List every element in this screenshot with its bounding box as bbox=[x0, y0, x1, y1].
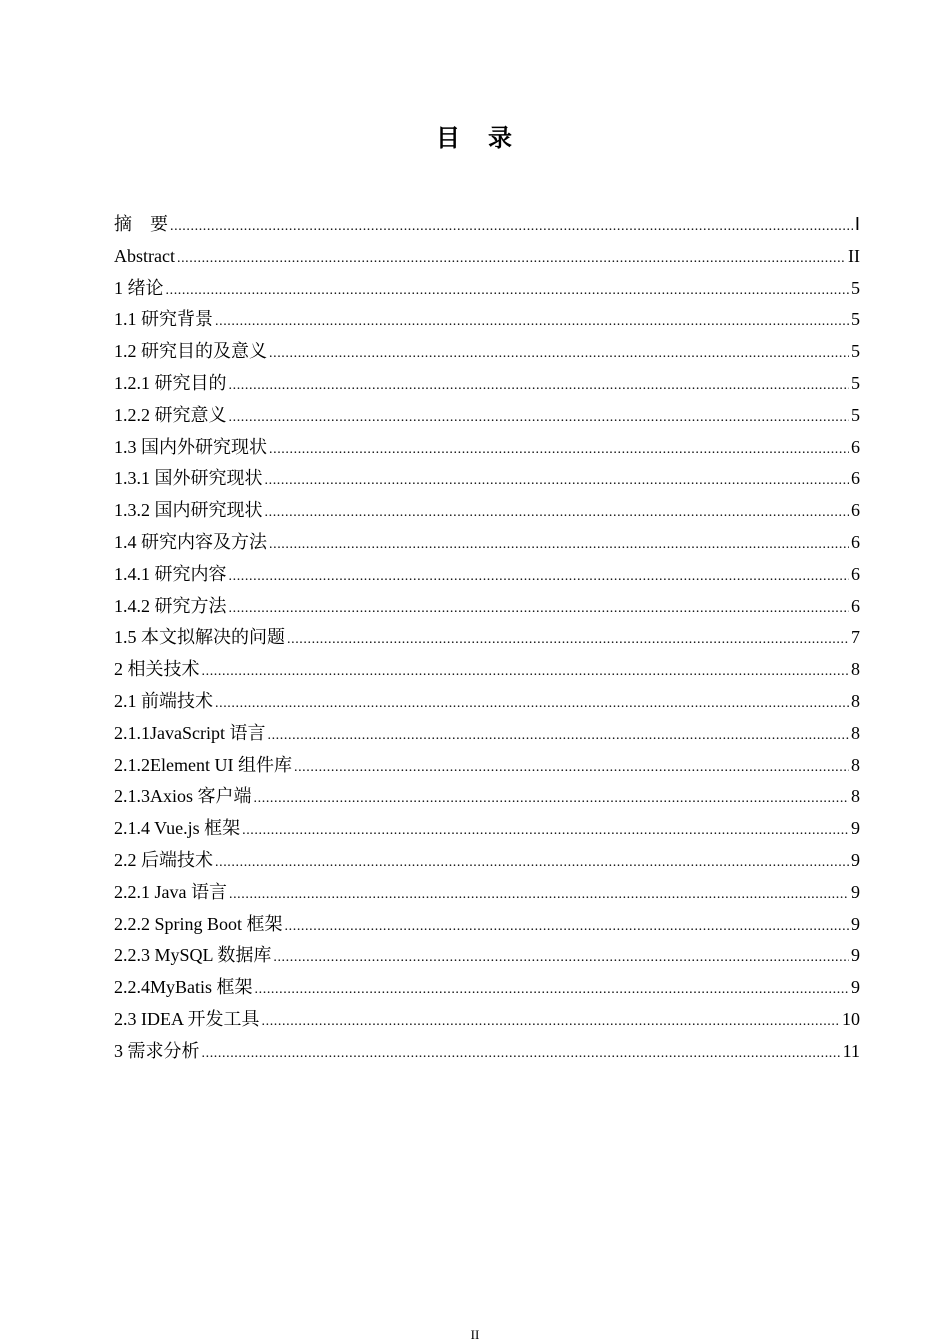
toc-entry[interactable] bbox=[114, 336, 860, 368]
toc-entry-page: 9 bbox=[851, 945, 860, 966]
dot-leader bbox=[265, 465, 850, 495]
toc-entry-page: 8 bbox=[851, 722, 860, 743]
toc-entry[interactable] bbox=[114, 304, 860, 336]
toc-entry[interactable] bbox=[114, 813, 860, 845]
dot-leader bbox=[265, 497, 850, 527]
toc-entry-label: 2.2.1 Java 语言 bbox=[114, 881, 227, 902]
page-number: II bbox=[470, 1327, 480, 1342]
toc-entry-label: 1.1 研究背景 bbox=[114, 309, 213, 330]
toc-entry[interactable] bbox=[114, 622, 860, 654]
toc-entry-page: 9 bbox=[851, 818, 860, 839]
toc-entry[interactable] bbox=[114, 686, 860, 718]
toc-entry-page: 9 bbox=[851, 913, 860, 934]
toc-entry-label: 2.1.1JavaScript 语言 bbox=[114, 722, 266, 743]
toc-entry[interactable] bbox=[114, 368, 860, 400]
toc-entry[interactable] bbox=[114, 209, 860, 241]
toc-entry-page: I bbox=[854, 214, 860, 235]
dot-leader bbox=[229, 561, 850, 591]
toc-entry-page: 9 bbox=[851, 977, 860, 998]
toc-entry[interactable] bbox=[114, 654, 860, 686]
toc-entry-page: 5 bbox=[851, 404, 860, 425]
dot-leader bbox=[229, 370, 850, 400]
toc-entry-label: 1.4.2 研究方法 bbox=[114, 595, 227, 616]
dot-leader bbox=[262, 1006, 841, 1036]
toc-entry-page: 6 bbox=[851, 595, 860, 616]
dot-leader bbox=[202, 1038, 841, 1068]
table-of-contents bbox=[114, 209, 860, 1068]
toc-entry[interactable] bbox=[114, 432, 860, 464]
toc-entry-page: 5 bbox=[851, 341, 860, 362]
toc-entry-page: 6 bbox=[851, 436, 860, 457]
dot-leader bbox=[166, 275, 850, 305]
toc-entry-label: 1.2.1 研究目的 bbox=[114, 372, 227, 393]
toc-entry[interactable] bbox=[114, 718, 860, 750]
toc-entry[interactable] bbox=[114, 273, 860, 305]
toc-entry-page: 6 bbox=[851, 500, 860, 521]
dot-leader bbox=[215, 688, 849, 718]
toc-entry-label: 1.4.1 研究内容 bbox=[114, 563, 227, 584]
toc-entry-page: II bbox=[848, 245, 860, 266]
toc-entry-page: 6 bbox=[851, 563, 860, 584]
toc-entry-label: 1.5 本文拟解决的问题 bbox=[114, 627, 285, 648]
toc-entry[interactable] bbox=[114, 527, 860, 559]
dot-leader bbox=[294, 752, 849, 782]
toc-entry-label: 1.3.2 国内研究现状 bbox=[114, 500, 263, 521]
toc-entry-label: 1.2.2 研究意义 bbox=[114, 404, 227, 425]
toc-entry-page: 8 bbox=[851, 690, 860, 711]
toc-entry[interactable] bbox=[114, 940, 860, 972]
dot-leader bbox=[170, 211, 853, 241]
dot-leader bbox=[177, 243, 846, 273]
toc-entry-page: 8 bbox=[851, 786, 860, 807]
toc-entry[interactable] bbox=[114, 909, 860, 941]
toc-entry[interactable] bbox=[114, 241, 860, 273]
toc-entry[interactable] bbox=[114, 463, 860, 495]
dot-leader bbox=[202, 656, 850, 686]
toc-entry[interactable] bbox=[114, 591, 860, 623]
toc-entry-label: 1.3.1 国外研究现状 bbox=[114, 468, 263, 489]
dot-leader bbox=[269, 338, 849, 368]
toc-entry-page: 6 bbox=[851, 468, 860, 489]
toc-entry-page: 10 bbox=[842, 1008, 860, 1029]
toc-entry[interactable] bbox=[114, 495, 860, 527]
toc-entry-page: 5 bbox=[851, 309, 860, 330]
dot-leader bbox=[269, 529, 849, 559]
dot-leader bbox=[255, 974, 849, 1004]
page-title: 目 录 bbox=[436, 124, 514, 152]
toc-entry-page: 8 bbox=[851, 659, 860, 680]
toc-entry-page: 7 bbox=[851, 627, 860, 648]
toc-entry-label: 1.4 研究内容及方法 bbox=[114, 531, 267, 552]
toc-entry-label: 2.2.3 MySQL 数据库 bbox=[114, 945, 272, 966]
toc-entry[interactable] bbox=[114, 750, 860, 782]
dot-leader bbox=[285, 911, 849, 941]
toc-entry[interactable] bbox=[114, 845, 860, 877]
toc-entry-label: Abstract bbox=[114, 245, 175, 266]
toc-entry-page: 5 bbox=[851, 372, 860, 393]
toc-entry[interactable] bbox=[114, 877, 860, 909]
dot-leader bbox=[229, 879, 849, 909]
toc-entry[interactable] bbox=[114, 1004, 860, 1036]
toc-entry-label: 2.2 后端技术 bbox=[114, 849, 213, 870]
toc-entry-page: 6 bbox=[851, 531, 860, 552]
toc-entry-label: 1.2 研究目的及意义 bbox=[114, 341, 267, 362]
toc-entry-page: 9 bbox=[851, 849, 860, 870]
toc-entry-label: 1.3 国内外研究现状 bbox=[114, 436, 267, 457]
toc-entry-label: 3 需求分析 bbox=[114, 1040, 200, 1061]
toc-entry-label: 2.2.2 Spring Boot 框架 bbox=[114, 913, 283, 934]
dot-leader bbox=[267, 720, 849, 750]
toc-entry[interactable] bbox=[114, 1036, 860, 1068]
dot-leader bbox=[254, 783, 849, 813]
dot-leader bbox=[269, 434, 849, 464]
toc-entry-label: 2.1.4 Vue.js 框架 bbox=[114, 818, 241, 839]
toc-entry-label: 1 绪论 bbox=[114, 277, 164, 298]
toc-entry-page: 9 bbox=[851, 881, 860, 902]
toc-entry-label: 2.2.4MyBatis 框架 bbox=[114, 977, 253, 998]
toc-entry-label: 摘 要 bbox=[114, 214, 168, 235]
toc-entry-page: 8 bbox=[851, 754, 860, 775]
toc-entry-label: 2.1.2Element UI 组件库 bbox=[114, 754, 292, 775]
dot-leader bbox=[215, 306, 849, 336]
toc-entry[interactable] bbox=[114, 972, 860, 1004]
toc-entry[interactable] bbox=[114, 559, 860, 591]
dot-leader bbox=[242, 815, 849, 845]
toc-entry[interactable] bbox=[114, 781, 860, 813]
dot-leader bbox=[215, 847, 849, 877]
toc-entry-label: 2.1.3Axios 客户端 bbox=[114, 786, 252, 807]
dot-leader bbox=[273, 942, 849, 972]
dot-leader bbox=[229, 593, 850, 623]
toc-entry-label: 2.1 前端技术 bbox=[114, 690, 213, 711]
toc-entry[interactable] bbox=[114, 400, 860, 432]
toc-entry-page: 11 bbox=[842, 1040, 860, 1061]
toc-entry-label: 2.3 IDEA 开发工具 bbox=[114, 1008, 260, 1029]
toc-entry-label: 2 相关技术 bbox=[114, 659, 200, 680]
toc-entry-page: 5 bbox=[851, 277, 860, 298]
dot-leader bbox=[229, 402, 850, 432]
dot-leader bbox=[287, 624, 849, 654]
